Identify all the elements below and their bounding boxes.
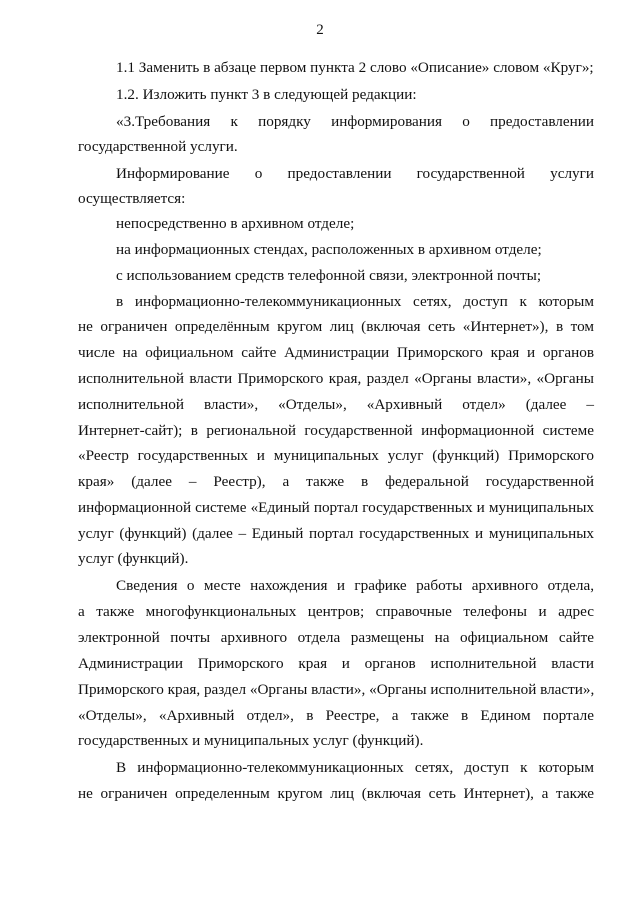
text-line: «Отделы», «Архивный отдел», в Реестре, а также в Едином портале	[78, 707, 594, 724]
text-line: услуг (функций).	[78, 550, 189, 567]
text-line: края» (далее – Реестр), а также в федеральной государственной	[78, 473, 594, 490]
text-line: государственных и муниципальных услуг (функций).	[78, 732, 424, 749]
text-line: не ограничен определенным кругом лиц (включая сеть Интернет), а также	[78, 785, 594, 802]
text-line: Сведения о месте нахождения и графике работы архивного отдела,	[116, 577, 594, 594]
text-line: «3.Требования к порядку информирования о предоставлении	[116, 113, 594, 130]
text-line: «Реестр государственных и муниципальных услуг (функций) Приморского	[78, 447, 594, 464]
text-line: Администрации Приморского края и органов исполнительной власти	[78, 655, 594, 672]
text-line: электронной почты архивного отдела размещены на официальном сайте	[78, 629, 594, 646]
text-line: в информационно-телекоммуникационных сетях, доступ к которым	[116, 293, 594, 310]
page-number: 2	[316, 22, 324, 38]
text-line: Информирование о предоставлении государственной услуги	[116, 165, 594, 182]
text-line: на информационных стендах, расположенных в архивном отделе;	[116, 241, 542, 258]
text-line: государственной услуги.	[78, 138, 238, 155]
text-line: 1.2. Изложить пункт 3 в следующей редакции:	[116, 86, 417, 103]
text-line: осуществляется:	[78, 190, 186, 207]
text-line: а также многофункциональных центров; справочные телефоны и адрес	[78, 603, 594, 620]
text-line: не ограничен определённым кругом лиц (включая сеть «Интернет»), в том	[78, 318, 594, 335]
text-line: Интернет-сайт); в региональной государственной информационной системе	[78, 422, 594, 439]
text-line: 1.1 Заменить в абзаце первом пункта 2 слово «Описание» словом «Круг»;	[116, 59, 594, 76]
text-line: непосредственно в архивном отделе;	[116, 215, 355, 232]
text-line: В информационно-телекоммуникационных сетях, доступ к которым	[116, 759, 594, 776]
text-line: исполнительной власти Приморского края, раздел «Органы власти», «Органы	[78, 370, 594, 387]
text-line: информационной системе «Единый портал государственных и муниципальных	[78, 499, 594, 516]
text-line: числе на официальном сайте Администрации Приморского края и органов	[78, 344, 594, 361]
text-line: исполнительной власти», «Отделы», «Архивный отдел» (далее –	[78, 396, 594, 413]
text-line: с использованием средств телефонной связи, электронной почты;	[116, 267, 542, 284]
text-line: Приморского края, раздел «Органы власти», «Органы исполнительной власти»,	[78, 681, 595, 698]
text-line: услуг (функций) (далее – Единый портал государственных и муниципальных	[78, 525, 594, 542]
